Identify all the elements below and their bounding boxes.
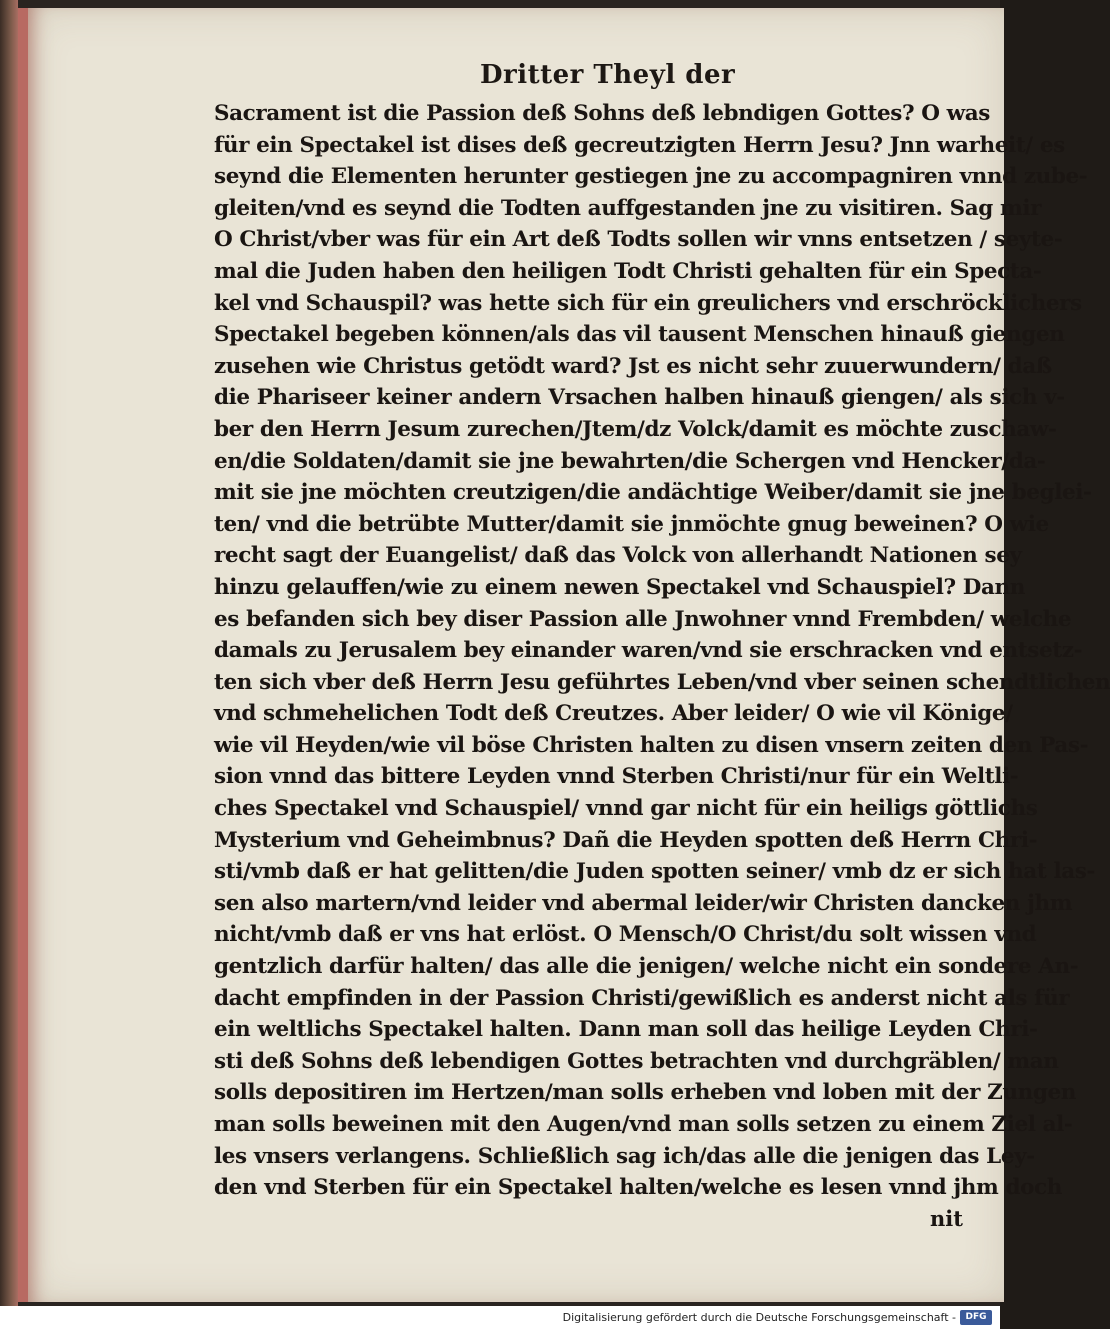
text-line: es befanden sich bey diser Passion alle Jnwohner vnnd Frembden/ welche	[214, 606, 1072, 632]
text-line: sen also martern/vnd leider vnd abermal leider/wir Christen dancken jhm	[214, 890, 1073, 916]
text-line: solls depositiren im Hertzen/man solls erheben vnd loben mit der Zungen	[214, 1080, 1077, 1106]
text-line: Spectakel begeben können/als das vil tausent Menschen hinauß giengen	[214, 322, 1065, 348]
text-line: gleiten/vnd es seynd die Todten auffgestanden jne zu visitiren. Sag mir	[214, 195, 1042, 221]
text-line: gentzlich darfür halten/ das alle die jenigen/ welche nicht ein sondere An-	[214, 954, 1079, 980]
text-line: den vnd Sterben für ein Spectakel halten/welche es lesen vnnd jhm doch	[214, 1175, 1062, 1201]
text-line: ten sich vber deß Herrn Jesu geführtes Leben/vnd vber seinen schendtlichen	[214, 669, 1110, 695]
text-line: man solls beweinen mit den Augen/vnd man solls setzen zu einem Ziel al-	[214, 1112, 1073, 1137]
text-line: mit sie jne möchten creutzigen/die andächtige Weiber/damit sie jne beglei-	[214, 480, 1092, 506]
text-line: seynd die Elementen herunter gestiegen jne zu accompagniren vnnd zube-	[214, 164, 1088, 190]
text-line: O Christ/vber was für ein Art deß Todts sollen wir vnns entsetzen / seyte-	[214, 227, 1063, 253]
text-line: ches Spectakel vnd Schauspiel/ vnnd gar nicht für ein heiligs göttlichs	[214, 796, 1038, 822]
text-line: Mysterium vnd Geheimbnus? Dañ die Heyden spotten deß Herrn Chri-	[214, 827, 1038, 853]
catchword: nit	[930, 1206, 963, 1231]
text-line: damals zu Jerusalem bey einander waren/vnd sie erschracken vnd entsetz-	[214, 638, 1083, 664]
text-line: hinzu gelauffen/wie zu einem newen Spectakel vnd Schauspiel? Dann	[214, 574, 1025, 600]
body-text	[214, 98, 1110, 1204]
text-line: en/die Soldaten/damit sie jne bewahrten/die Schergen vnd Hencker/da-	[214, 448, 1046, 474]
text-line: Sacrament ist die Passion deß Sohns deß lebndigen Gottes? O was	[214, 101, 991, 126]
running-header: Dritter Theyl der	[480, 60, 736, 90]
text-line: nicht/vmb daß er vns hat erlöst. O Mensch/O Christ/du solt wissen vnd	[214, 922, 1037, 948]
text-line: sti/vmb daß er hat gelitten/die Juden spotten seiner/ vmb dz er sich hat las-	[214, 859, 1095, 885]
text-line: les vnsers verlangens. Schließlich sag ich/das alle die jenigen das Ley-	[214, 1143, 1035, 1169]
text-line: zusehen wie Christus getödt ward? Jst es nicht sehr zuuerwundern/ daß	[214, 353, 1052, 379]
text-line: recht sagt der Euangelist/ daß das Volck von allerhandt Nationen sey	[214, 543, 1022, 569]
text-line: dacht empfinden in der Passion Christi/gewißlich es anderst nicht als für	[214, 985, 1070, 1011]
text-line: ten/ vnd die betrübte Mutter/damit sie jnmöchte gnug beweinen? O wie	[214, 511, 1049, 537]
text-line: kel vnd Schauspil? was hette sich für ein greulichers vnd erschröcklichers	[214, 290, 1082, 316]
text-line: sion vnnd das bittere Leyden vnnd Sterben Christi/nur für ein Weltli-	[214, 764, 1019, 790]
page-binding-edge	[0, 0, 18, 1306]
text-line: ber den Herrn Jesum zurechen/Jtem/dz Volck/damit es möchte zuschaw-	[214, 416, 1057, 442]
text-line: ein weltlichs Spectakel halten. Dann man soll das heilige Leyden Chri-	[214, 1017, 1038, 1043]
text-line: für ein Spectakel ist dises deß gecreutzigten Herrn Jesu? Jnn warheit/ es	[214, 132, 1065, 158]
footer-bar	[0, 1306, 1000, 1329]
text-line: wie vil Heyden/wie vil böse Christen halten zu disen vnsern zeiten den Pas-	[214, 732, 1089, 758]
text-line: sti deß Sohns deß lebendigen Gottes betrachten vnd durchgräblen/ man	[214, 1048, 1059, 1074]
text-line: vnd schmehelichen Todt deß Creutzes. Aber leider/ O wie vil Könige/	[214, 701, 1013, 727]
text-line: die Phariseer keiner andern Vrsachen halben hinauß giengen/ als sich v-	[214, 385, 1065, 411]
funding-notice: Digitalisierung gefördert durch die Deutsche Forschungsgemeinschaft -	[562, 1311, 956, 1324]
text-line: mal die Juden haben den heiligen Todt Christi gehalten für ein Specta-	[214, 258, 1042, 284]
dfg-logo: DFG	[960, 1310, 992, 1325]
